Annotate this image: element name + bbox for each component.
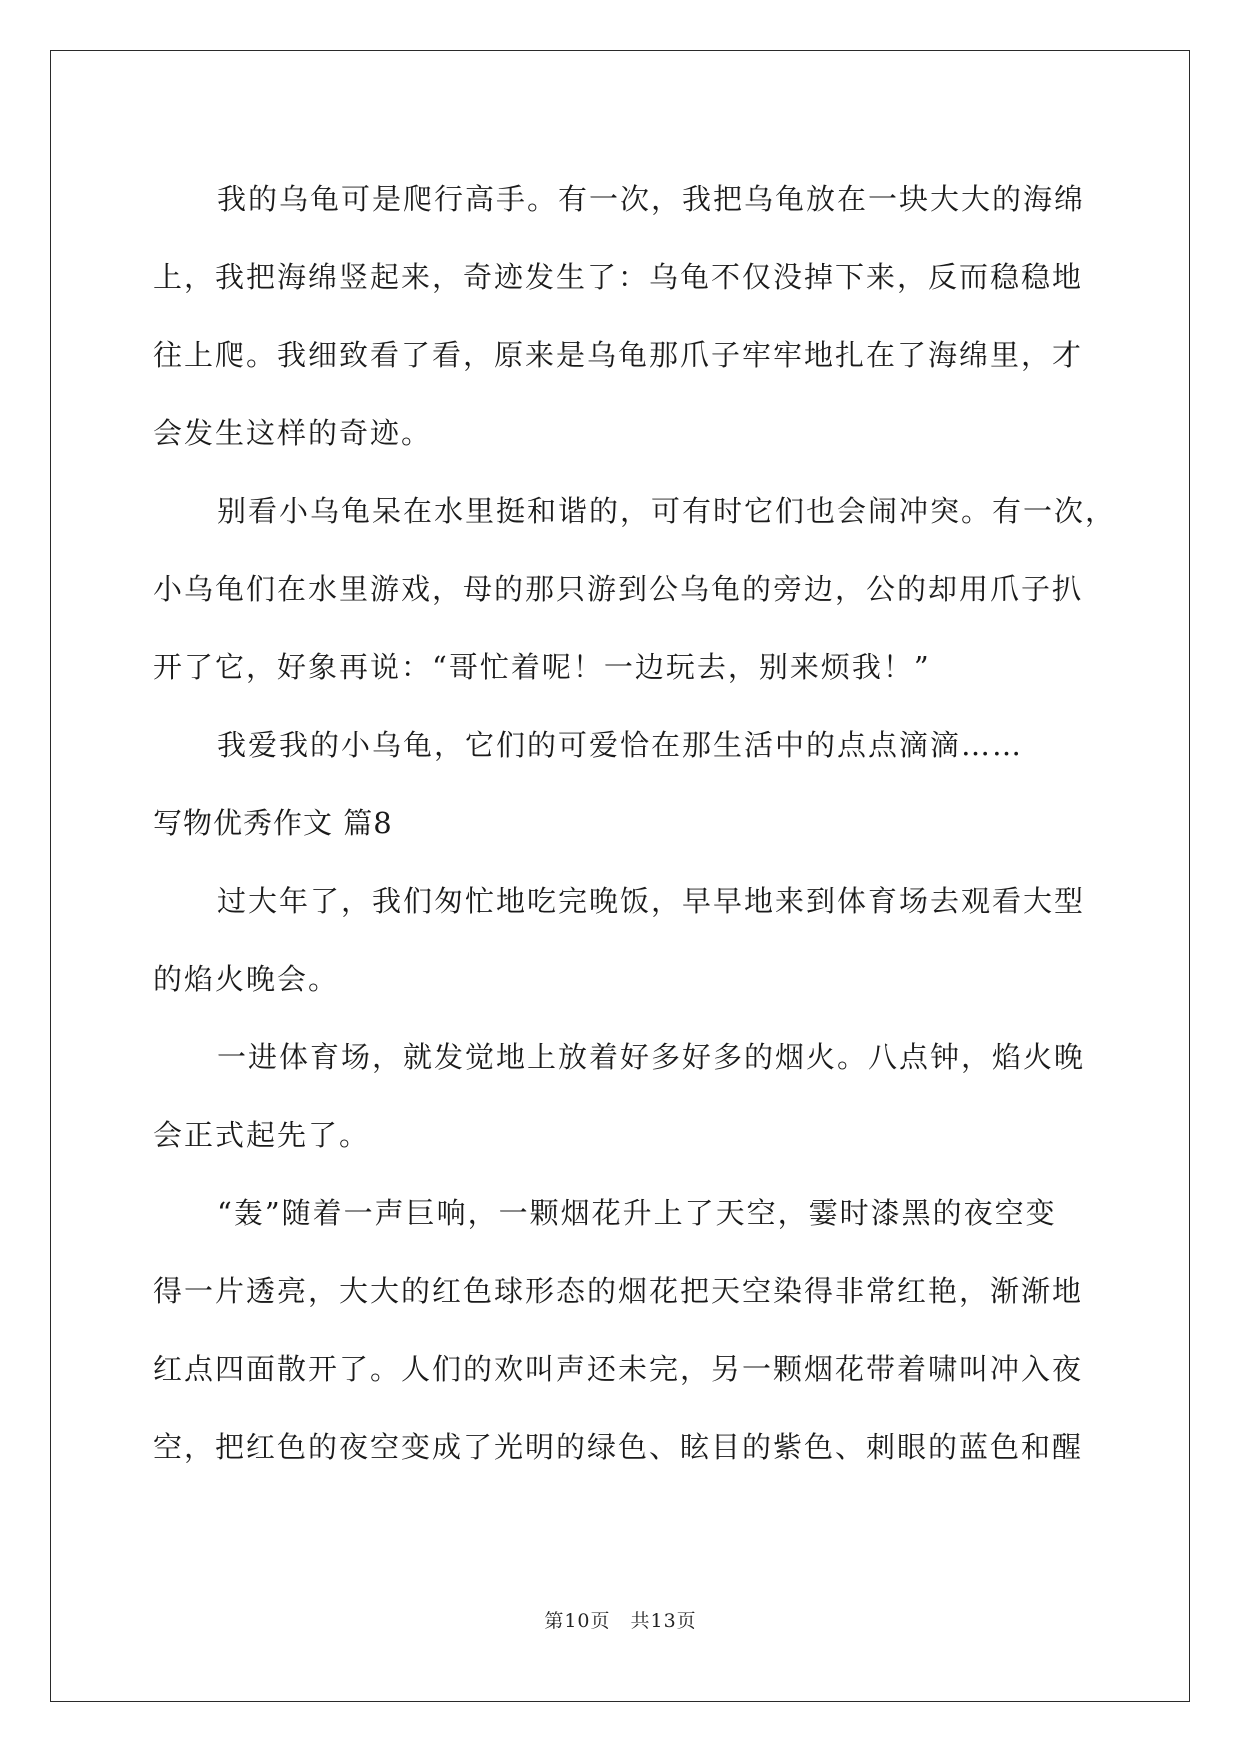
paragraph-line: 得一片透亮，大大的红色球形态的烟花把天空染得非常红艳，渐渐地: [153, 1274, 1084, 1308]
paragraph-line: 会正式起先了。: [153, 1118, 371, 1152]
document-body: [153, 160, 1117, 1486]
paragraph-line: 过大年了，我们匆忙地吃完晚饭，早早地来到体育场去观看大型: [217, 884, 1086, 918]
paragraph-line: 空，把红色的夜空变成了光明的绿色、眩目的紫色、刺眼的蓝色和醒: [153, 1430, 1084, 1464]
paragraph-line: 一进体育场，就发觉地上放着好多好多的烟火。八点钟，焰火晚: [217, 1040, 1086, 1074]
paragraph-line: “轰”随着一声巨响，一颗烟花升上了天空，霎时漆黑的夜空变: [217, 1196, 1057, 1230]
paragraph-line: 别看小乌龟呆在水里挺和谐的，可有时它们也会闹冲突。有一次，: [217, 494, 1117, 528]
paragraph-line: 开了它，好象再说：“哥忙着呢！一边玩去，别来烦我！”: [153, 650, 931, 684]
section-heading: 写物优秀作文 篇8: [153, 806, 393, 840]
paragraph-line: 我的乌龟可是爬行高手。有一次，我把乌龟放在一块大大的海绵: [217, 182, 1086, 216]
paragraph-line: 会发生这样的奇迹。: [153, 416, 433, 450]
paragraph-line: 往上爬。我细致看了看，原来是乌龟那爪子牢牢地扎在了海绵里，才: [153, 338, 1084, 372]
paragraph-line: 小乌龟们在水里游戏，母的那只游到公乌龟的旁边，公的却用爪子扒: [153, 572, 1084, 606]
paragraph-line: 上，我把海绵竖起来，奇迹发生了：乌龟不仅没掉下来，反而稳稳地: [153, 260, 1084, 294]
paragraph-line: 红点四面散开了。人们的欢叫声还未完，另一颗烟花带着啸叫冲入夜: [153, 1352, 1084, 1386]
paragraph-line: 我爱我的小乌龟，它们的可爱恰在那生活中的点点滴滴……: [217, 728, 1024, 762]
paragraph-line: 的焰火晚会。: [153, 962, 340, 996]
page-number-footer: 第10页 共13页: [544, 1610, 697, 1632]
